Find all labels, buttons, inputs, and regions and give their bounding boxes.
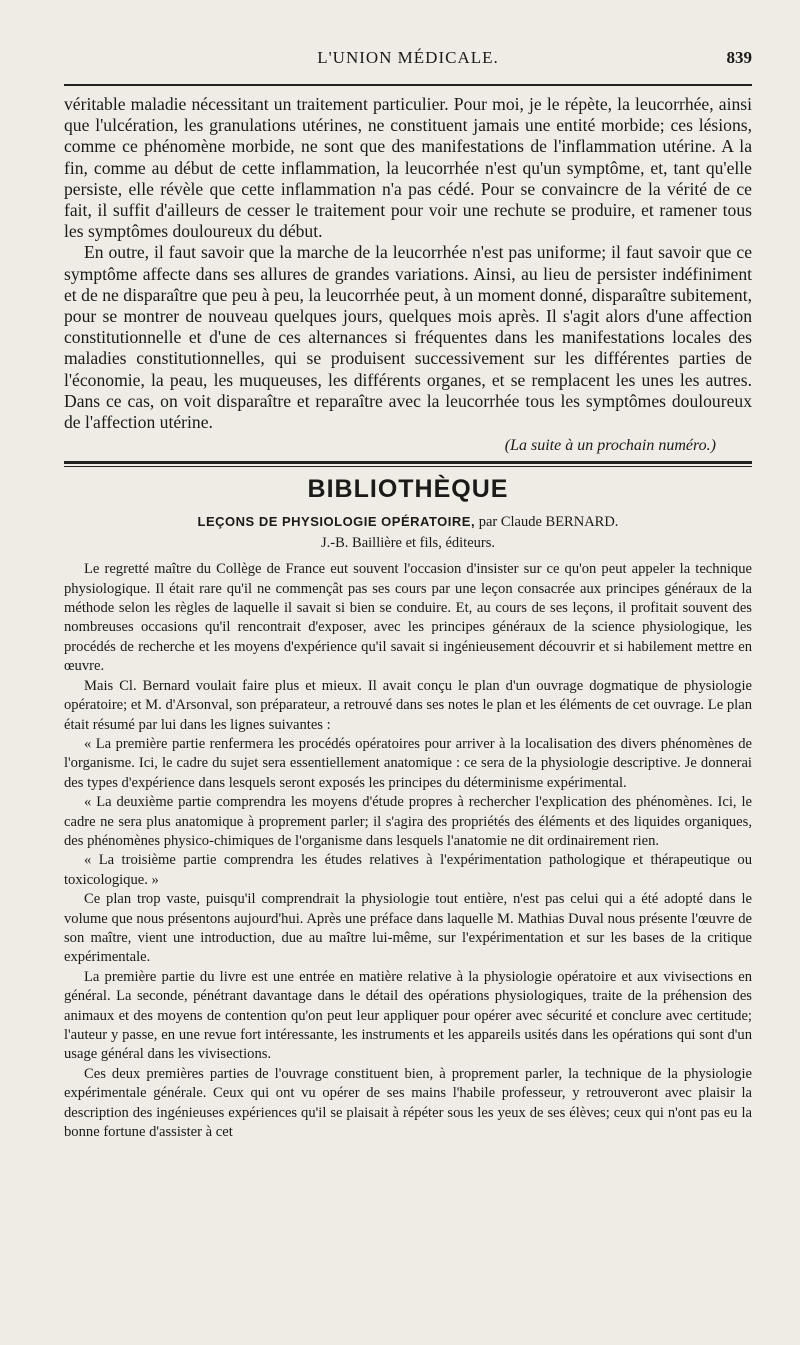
paragraph: En outre, il faut savoir que la marche de la leucorrhée n'est pas uniforme; il faut savoir que ce symptôme affecte dans ses allures de grandes variations. Ainsi, au lieu de persister indéfiniment et de ne disparaître que peu à peu, la leucorrhée peut, à un moment donné, disparaître subitement, pour se montrer de nouveau quelques jours, quelques mois après. Il s'agit alors d'une affection constitutionnelle et d'une de ces alternances si fréquentes dans les manifestations locales des maladies constitutionnelles, qui se produisent successivement sur les différentes parties de l'économie, la peau, les muqueuses, les différents organes, et se remplacent les unes les autres. Dans ce cas, on voit disparaître et reparaître avec la leucorrhée tous les symptômes douloureux de l'affection utérine. (64, 242, 752, 433)
book-review (64, 560, 752, 1142)
paragraph: Ces deux premières parties de l'ouvrage constituent bien, à proprement parler, la technique de la physiologie expérimentale générale. Ceux qui ont vu opérer de ses mains l'habile professeur, y retrouveront avec plaisir la description des ingénieuses expériences qu'il se plaisait à répéter sous les yeux de ses élèves; ceux qui n'ont pas eu la bonne fortune d'assister à cet (64, 1065, 752, 1141)
paragraph: véritable maladie nécessitant un traitement particulier. Pour moi, je le répète, la leucorrhée, ainsi que l'ulcération, les granulations utérines, ne constituent jamais une entité morbide; ces lésions, comme ce phénomène morbide, ne sont que des manifestations de l'inflammation utérine. A la fin, comme au début de cette inflammation, la leucorrhée n'est qu'un symptôme, et, tant qu'elle persiste, elle révèle que cette inflammation n'a pas cédé. Pour se convaincre de la vérité de ce fait, il suffit d'ailleurs de cesser le traitement pour voir une rechute se produire, et ramener tous les symptômes douloureux du début. (64, 94, 752, 242)
section-title: BIBLIOTHÈQUE (307, 475, 509, 504)
paragraph: « La deuxième partie comprendra les moyens d'étude propres à rechercher l'explication des phénomènes. Ici, le cadre ne sera plus anatomique à proprement parler; il s'agira des propriétés des éléments et des liquides organiques, des phénomènes physico-chimiques de l'organisme dans lesquels l'anatomie ne dit ordinairement rien. (64, 794, 752, 849)
paragraph: « La première partie renfermera les procédés opératoires pour arriver à la localisation des divers phénomènes de l'organisme. Ici, le cadre du sujet sera essentiellement anatomique : ce sera de la physiologie descriptive. Je donnerai des types d'expérience dans lesquels seront exposés les principes du déterminisme expérimental. (64, 735, 752, 791)
book-publisher: J.-B. Baillière et fils, éditeurs. (321, 535, 495, 552)
section-rule-thin (64, 466, 752, 467)
book-title (64, 514, 752, 531)
page-header (64, 48, 752, 74)
paragraph: Mais Cl. Bernard voulait faire plus et mieux. Il avait conçu le plan d'un ouvrage dogmatique de physiologie opératoire; et M. d'Arsonval, son préparateur, a retrouvé dans ses notes le plan et les éléments de cet ouvrage. Le plan était résumé par lui dans les lignes suivantes : (64, 677, 752, 733)
page-number: 839 (726, 48, 752, 67)
header-rule (64, 84, 752, 86)
paragraph: « La troisième partie comprendra les études relatives à l'expérimentation pathologique et thérapeutique ou toxicologique. » (64, 852, 752, 888)
section-rule (64, 461, 752, 464)
paragraph: Ce plan trop vaste, puisqu'il comprendrait la physiologie tout entière, n'est pas celui qui a été adopté dans le volume que nous présentons aujourd'hui. Après une préface dans laquelle M. Mathias Duval nous présente l'œuvre de son maître, vient une introduction, due au maître lui-même, sur l'expérimentation et sur les bases de la critique expérimentale. (64, 891, 752, 966)
paragraph: La première partie du livre est une entrée en matière relative à la physiologie opératoire et aux vivisections en général. La seconde, pénétrant davantage dans le détail des opérations physiologiques, traite de la préhension des animaux et des moyens de contention qu'on peut leur appliquer pour opérer avec sécurité et conclure avec certitude; l'auteur y passe, en une revue fort intéressante, les instruments et les appareils usités dans les opérations qui sont d'un usage général dans les vivisections. (64, 968, 752, 1063)
article-continuation (64, 94, 752, 433)
paragraph: Le regretté maître du Collège de France eut souvent l'occasion d'insister sur ce qu'on peut appeler la technique physiologique. Il était rare qu'il ne commençât pas ses cours par une leçon consacrée aux principes généraux de la méthode selon les règles de laquelle il savait si bien se conduire. Et, au cours de ses leçons, il profitait souvent des nombreuses occasions qu'il rencontrait d'exposer, avec les principes généraux de la science physiologique, les procédés de recherche et les moyens d'expérience qu'il savait si ingénieusement découvrir et si habilement mettre en œuvre. (64, 561, 752, 675)
running-title: L'UNION MÉDICALE. (317, 48, 499, 67)
book-author: par Claude BERNARD. (478, 514, 619, 531)
continuation-note: (La suite à un prochain numéro.) (504, 437, 716, 455)
book-title-caps: LEÇONS DE PHYSIOLOGIE OPÉRATOIRE, (197, 514, 476, 530)
